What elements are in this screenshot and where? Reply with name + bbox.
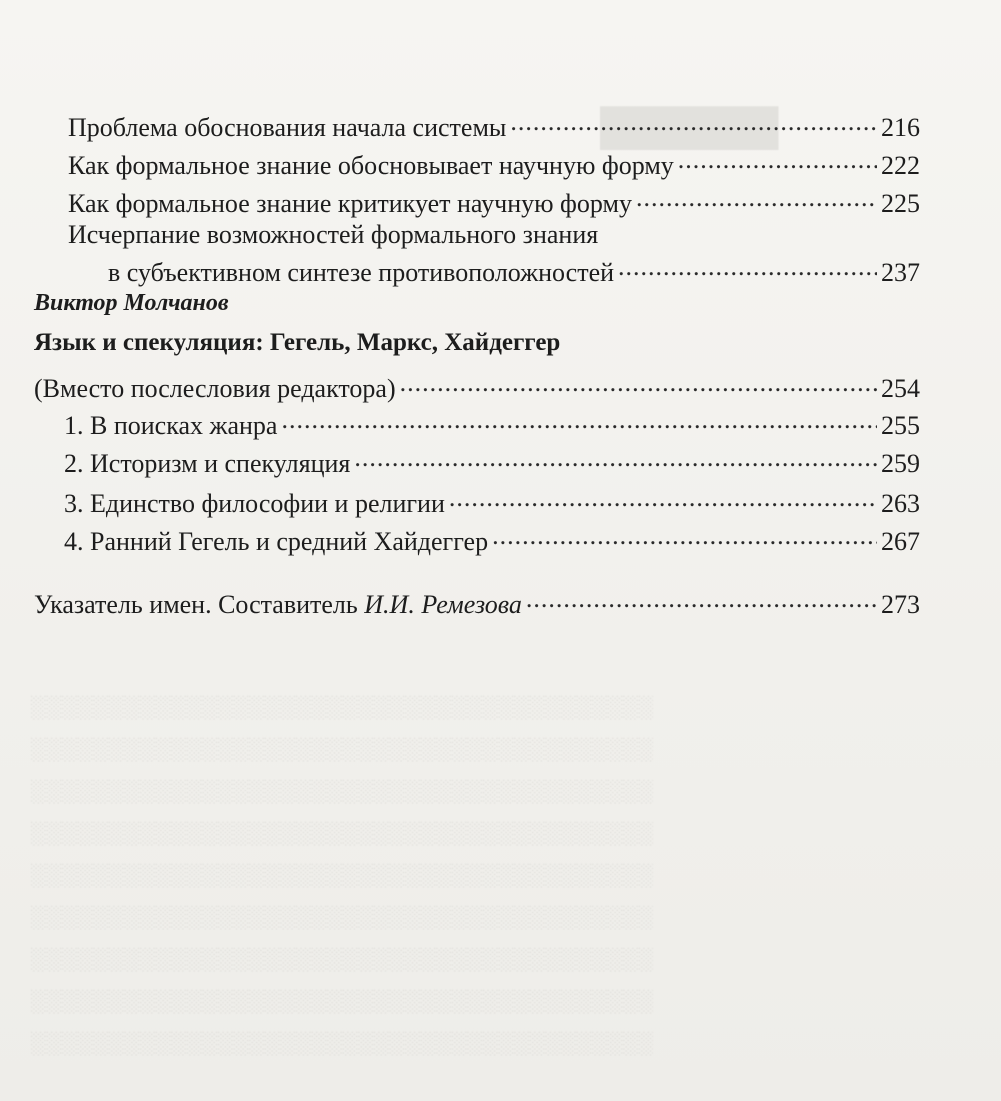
toc-page-number: 273: [881, 590, 920, 619]
toc-entry-title: 3. Единство философии и религии: [64, 489, 445, 518]
toc-leader-dots: [281, 408, 877, 434]
toc-entry: [34, 371, 920, 402]
toc-page-number: 225: [881, 189, 920, 218]
toc-entry-title: Как формальное знание критикует научную форму: [68, 189, 632, 218]
toc-entry-title: [34, 592, 522, 618]
toc-page-number: 237: [881, 258, 920, 287]
toc-leader-dots: [449, 486, 877, 512]
toc-entry-title-line1: Исчерпание возможностей формального знания: [68, 220, 599, 249]
toc-entry-title: (Вместо послесловия редактора): [34, 374, 396, 403]
toc-page-number: 267: [881, 527, 920, 556]
section-title: Язык и спекуляция: Гегель, Маркс, Хайдеггер: [34, 329, 561, 356]
toc-page-number: 259: [881, 449, 920, 478]
toc-leader-dots: [526, 587, 877, 613]
bleed-through-decoration: ███████: [600, 107, 779, 147]
toc-leader-dots: [618, 255, 877, 281]
toc-page-number: 216: [881, 113, 920, 142]
toc-leader-dots: [492, 524, 877, 550]
toc-leader-dots: [678, 148, 877, 174]
bleed-through-decoration-lower: ░░░░░░░░░░░░░░░░░░░░░░░░░░░░░░░░░░░░░░░░ ░░░░░░░░░░░░░░░░░░░░░░░░░░░░░░░░░░░░░░░░ ░░░░░░░░░░░░░░░░░░░░░░░░░░░░░░░░░░░░░░░░ ░░░░░░░░░░░░░░░░░░░░░░░░░░░░░░░░░░░░░░░░ ░░░░░░░░░░░░░░░░░░░░░░░░░░░░░░░░░░░░░░░░ ░░░░░░░░░░░░░░░░░░░░░░░░░░░░░░░░░░░░░░░░ ░░░░░░░░░░░░░░░░░░░░░░░░░░░░░░░░░░░░░░░░ ░░░░░░░░░░░░░░░░░░░░░░░░░░░░░░░░░░░░░░░░ ░░░░░░░░░░░░░░░░░░░░░░░░░░░░░░░░░░░░░░░░: [30, 694, 654, 1055]
toc-entry: [64, 408, 920, 439]
toc-leader-dots: [636, 186, 877, 212]
toc-leader-dots: [400, 371, 877, 397]
toc-entry: [68, 110, 920, 141]
toc-entry: [64, 486, 920, 517]
toc-entry-title: 2. Историзм и спекуляция: [64, 449, 351, 478]
toc-entry: [108, 255, 920, 286]
toc-entry-title-line2: в субъективном синтезе противоположностей: [108, 258, 615, 287]
toc-leader-dots: [510, 110, 877, 136]
toc-entry: [64, 446, 920, 477]
toc-entry-title: Проблема обоснования начала системы: [68, 113, 507, 142]
toc-page-number: 254: [881, 374, 920, 403]
toc-entry-index: [34, 587, 920, 618]
toc-entry: [64, 524, 920, 555]
toc-entry: [68, 186, 920, 217]
toc-leader-dots: [354, 446, 877, 472]
toc-entry-title: Как формальное знание обосновывает научную форму: [68, 151, 674, 180]
toc-entry: [68, 148, 920, 179]
index-title-prefix: Указатель имен. Составитель: [34, 590, 365, 619]
section-author: Виктор Молчанов: [34, 290, 229, 316]
toc-entry-title: 1. В поисках жанра: [64, 411, 278, 440]
toc-page-number: 222: [881, 151, 920, 180]
toc-page-number: 255: [881, 411, 920, 440]
index-compiler-name: И.И. Ремезова: [364, 590, 522, 619]
toc-entry-title: 4. Ранний Гегель и средний Хайдеггер: [64, 527, 489, 556]
toc-page-number: 263: [881, 489, 920, 518]
